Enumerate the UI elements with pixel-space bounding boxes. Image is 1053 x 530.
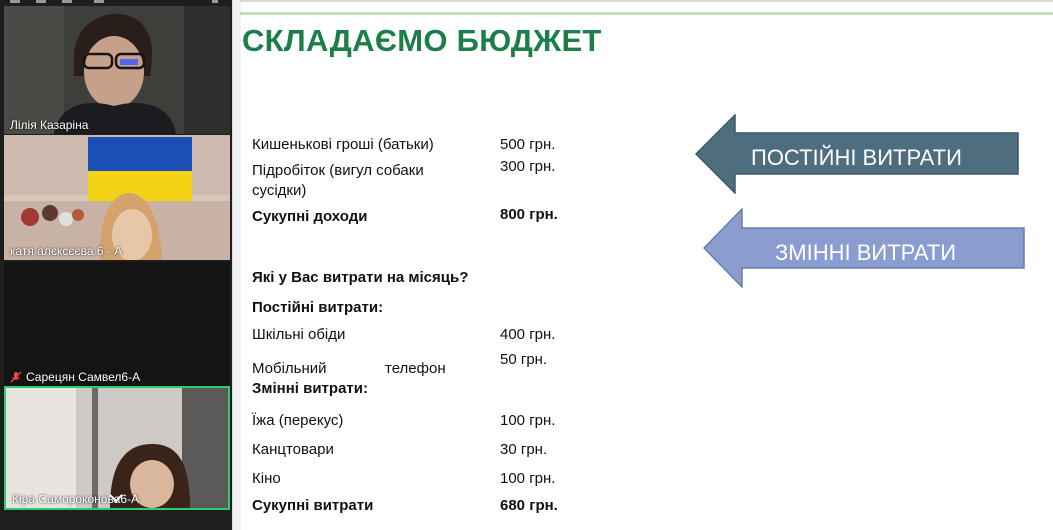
income-item-label: Підробіток (вигул собаки	[252, 162, 424, 179]
participant-video	[4, 135, 230, 260]
fixed-expenses-arrow-label: ПОСТІЙНІ ВИТРАТИ	[751, 145, 962, 170]
variable-item-label: Кіно	[252, 470, 281, 487]
participant-tile-3[interactable]	[4, 262, 230, 386]
variable-expenses-arrow-label: ЗМІННІ ВИТРАТИ	[775, 240, 957, 265]
participant-tile-1[interactable]	[4, 6, 230, 134]
fixed-item-label-word: Мобільний	[252, 360, 327, 377]
variable-item-label: Їжа (перекус)	[252, 412, 344, 429]
toolbar-icon[interactable]	[212, 0, 218, 3]
participant-name-row	[10, 370, 140, 384]
participant-tile-2[interactable]	[4, 135, 230, 260]
grid-view-icon[interactable]	[94, 0, 104, 3]
variable-expenses-heading: Змінні витрати:	[252, 380, 368, 397]
income-total-label: Сукупні доходи	[252, 208, 368, 225]
muted-mic-icon	[10, 371, 22, 383]
fixed-item-value: 50 грн.	[500, 351, 548, 368]
variable-item-label: Канцтовари	[252, 441, 334, 458]
toolbar-icon[interactable]	[62, 0, 72, 3]
variable-item-value: 100 грн.	[500, 412, 556, 429]
participant-name: Кіра Самороконова6-А	[12, 492, 140, 506]
fixed-item-label: Шкільні обіди	[252, 326, 346, 343]
expand-chevron-icon[interactable]	[104, 490, 128, 506]
income-item-label: Кишенькові гроші (батьки)	[252, 136, 434, 153]
toolbar-icon[interactable]	[10, 0, 20, 3]
participant-name: Лілія Казаріна	[10, 118, 89, 132]
expense-total-label: Сукупні витрати	[252, 497, 374, 514]
participant-name: катя алєксєєва 6 - А	[10, 244, 123, 258]
income-total-value: 800 грн.	[500, 206, 558, 223]
fixed-expenses-heading: Постійні витрати:	[252, 299, 384, 316]
income-item-value: 300 грн.	[500, 158, 556, 175]
fixed-item-label-word: телефон	[385, 360, 446, 377]
toolbar-icon[interactable]	[36, 0, 46, 3]
expenses-question: Які у Вас витрати на місяць?	[252, 269, 469, 286]
participant-video	[4, 6, 230, 134]
variable-item-value: 30 грн.	[500, 441, 548, 458]
participant-name: Сарецян Самвел6-А	[26, 370, 141, 384]
income-item-value: 500 грн.	[500, 136, 556, 153]
variable-item-value: 100 грн.	[500, 470, 556, 487]
income-item-label-cont: сусідки)	[252, 182, 307, 199]
variable-expenses-arrow	[703, 208, 1025, 288]
slide-accent-line	[240, 12, 1053, 15]
expense-total-value: 680 грн.	[500, 497, 558, 514]
fixed-expenses-arrow	[695, 114, 1020, 194]
slide-top-divider	[240, 0, 1053, 2]
fixed-item-value: 400 грн.	[500, 326, 556, 343]
slide-title: СКЛАДАЄМО БЮДЖЕТ	[242, 23, 602, 58]
participants-panel	[0, 0, 232, 530]
panel-scrollbar[interactable]	[232, 0, 241, 530]
